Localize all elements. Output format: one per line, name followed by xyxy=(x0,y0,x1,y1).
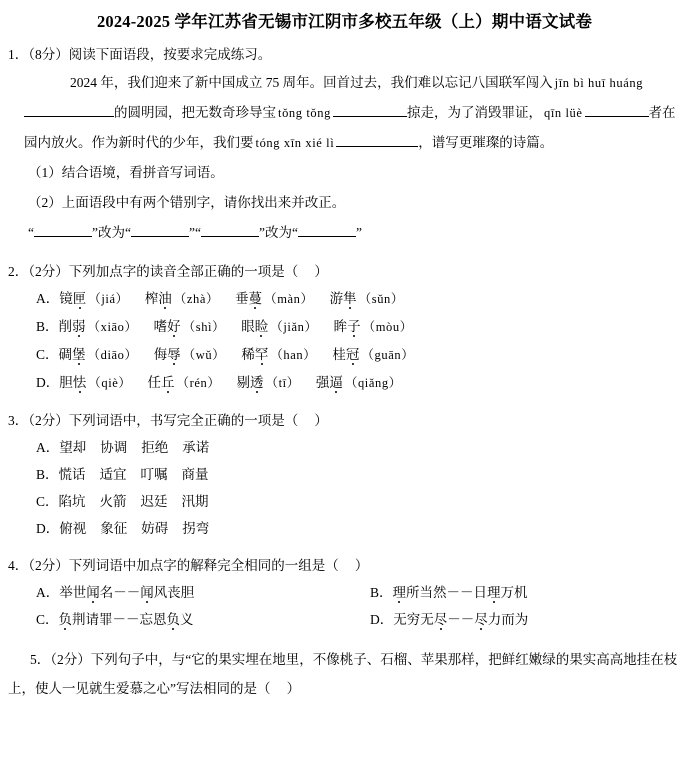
option-c-item-2-dotted: 辱 xyxy=(167,347,181,362)
paragraph-segment-1: 2024 年，我们迎来了新中国成立 75 周年。回首过去，我们难以忘记八国联军闯入 xyxy=(70,75,553,90)
q4-b-right-post: 万机 xyxy=(500,585,528,600)
option-a-item-3 xyxy=(235,285,316,313)
q4-c-left-post: 荆请罪 xyxy=(72,612,113,627)
question-1-sub-1 xyxy=(0,158,689,188)
pinyin-tongtong: tǒng tǒng xyxy=(278,106,331,120)
answer-blank-3[interactable] xyxy=(585,104,649,117)
option-d-item-2-dotted: 丘 xyxy=(161,375,175,390)
paragraph-segment-3: 掠走，为了消毁罪证， xyxy=(406,105,542,120)
q3-option-b-word-4: 商量 xyxy=(181,467,209,482)
option-a-item-3-pre: 垂 xyxy=(235,291,249,306)
option-a-item-1-pinyin: （jiá） xyxy=(88,292,129,306)
page-title: 2024-2025 学年江苏省无锡市江阴市多校五年级（上）期中语文试卷 xyxy=(96,12,593,31)
question-2-option-c[interactable] xyxy=(0,341,689,369)
pinyin-tongxinxieli: tóng xīn xié lì xyxy=(255,136,335,150)
question-2-stem-text: 下列加点字的读音全部正确的一项是（ xyxy=(68,264,299,279)
option-d-item-1 xyxy=(59,369,133,397)
question-4-stem xyxy=(0,552,689,579)
q4-d-sep: －－ xyxy=(447,612,475,627)
option-c-item-2-pinyin: （wǔ） xyxy=(182,348,226,362)
q4-c-right-pre: 忘恩 xyxy=(139,612,167,627)
question-4-option-row-1 xyxy=(0,579,689,606)
correction-blank-2[interactable] xyxy=(131,224,189,237)
q3-option-c-word-1: 陷坑 xyxy=(58,494,86,509)
q4-c-right-dotted: 负 xyxy=(166,612,181,627)
q4-b-left-dotted: 理 xyxy=(392,585,407,600)
option-a-item-3-pinyin: （màn） xyxy=(264,292,314,306)
q4-c-left-dotted: 负 xyxy=(58,612,73,627)
q3-option-d-word-2: 象征 xyxy=(100,521,128,536)
q3-option-c-word-4: 汛期 xyxy=(181,494,209,509)
question-3-option-a[interactable] xyxy=(0,434,689,461)
q3-option-a-word-1: 望却 xyxy=(59,440,87,455)
option-c-item-3-pinyin: （han） xyxy=(270,348,317,362)
option-b-letter: B． xyxy=(36,319,59,334)
question-2 xyxy=(0,258,689,397)
option-a-item-1-dotted: 匣 xyxy=(72,291,87,306)
change-word-2: 改为 xyxy=(265,225,292,240)
q3-option-a-word-2: 协调 xyxy=(100,440,128,455)
question-4-option-a[interactable] xyxy=(36,579,336,606)
option-a-item-2-pinyin: （zhà） xyxy=(173,292,220,306)
q3-option-d-word-3: 妨碍 xyxy=(141,521,169,536)
correction-blank-4[interactable] xyxy=(298,224,356,237)
q3-option-c-word-3: 迟廷 xyxy=(140,494,168,509)
option-d-item-1-pinyin: （qiè） xyxy=(88,376,132,390)
quote-close-2: ” xyxy=(189,225,195,240)
option-b-item-1-pinyin: （xiāo） xyxy=(87,320,138,334)
q4-d-left-dotted: 尽 xyxy=(433,612,448,627)
option-a-item-4-pinyin: （sǔn） xyxy=(358,292,405,306)
q4-option-c-letter: C． xyxy=(36,612,59,627)
option-d-item-2-pinyin: （rén） xyxy=(176,376,221,390)
correction-blank-1[interactable] xyxy=(34,224,92,237)
question-3-score: （2分） xyxy=(28,413,69,428)
question-2-option-a[interactable] xyxy=(0,285,689,313)
q4-c-right-post: 义 xyxy=(180,612,194,627)
option-b-item-3-pinyin: （jiǎn） xyxy=(270,320,318,334)
option-d-item-2 xyxy=(148,369,223,397)
option-b-item-1 xyxy=(59,313,140,341)
correction-blank-3[interactable] xyxy=(201,224,259,237)
paragraph-segment-4: 者在园内放火。作为新时代的少年，我们要 xyxy=(24,105,676,150)
question-4-stem-tail: ） xyxy=(354,558,369,573)
question-4-stem-text: 下列词语中加点字的解释完全相同的一组是（ xyxy=(68,558,339,573)
quote-close-3: ” xyxy=(259,225,265,240)
q4-d-left-pre: 无穷无 xyxy=(393,612,434,627)
question-1-score: （8分） xyxy=(28,47,69,62)
q4-c-sep: －－ xyxy=(112,612,140,627)
question-3-option-b[interactable] xyxy=(0,461,689,488)
q3-option-d-word-1: 俯视 xyxy=(59,521,87,536)
option-c-item-2-pre: 侮 xyxy=(153,347,168,362)
pinyin-jinbihuihuang: jīn bì huī huáng xyxy=(554,76,644,90)
option-a-item-3-dotted: 蔓 xyxy=(248,291,263,306)
option-b-item-1-dotted: 弱 xyxy=(72,319,86,334)
quote-close-4: ” xyxy=(356,225,362,240)
option-b-item-2-dotted: 好 xyxy=(167,319,181,334)
option-a-item-4-pre: 游 xyxy=(329,291,344,306)
option-c-item-4 xyxy=(332,341,416,369)
option-c-item-1-pinyin: （diāo） xyxy=(87,348,138,362)
question-2-score: （2分） xyxy=(28,264,69,279)
option-c-letter: C． xyxy=(36,347,59,362)
question-5-text-line1: 下列句子中，与“它的果实埋在地里，不像桃子、石榴、苹果那样，把鲜红嫩绿的果实高 xyxy=(90,652,610,667)
option-c-item-3-dotted: 罕 xyxy=(254,347,269,362)
option-d-item-3-pinyin: （tī） xyxy=(265,376,300,390)
q3-option-b-word-2: 适宜 xyxy=(99,467,127,482)
q4-a-right-post: 风丧胆 xyxy=(153,585,195,600)
question-3-option-d[interactable] xyxy=(0,515,689,542)
q3-option-b-letter: B． xyxy=(36,467,59,482)
q3-option-a-letter: A． xyxy=(36,440,60,455)
question-4-option-b[interactable] xyxy=(336,579,670,606)
question-2-number: 2． xyxy=(8,264,29,279)
question-5-stem xyxy=(0,645,689,703)
q4-option-d-letter: D． xyxy=(370,612,394,627)
option-d-item-4-dotted: 逼 xyxy=(329,375,343,390)
option-b-item-3-pre: 眼 xyxy=(241,319,255,334)
quote-close-1: ” xyxy=(92,225,98,240)
option-c-item-2 xyxy=(154,341,228,369)
option-d-item-4-pinyin: （qiǎng） xyxy=(344,376,402,390)
option-c-item-3-pre: 稀 xyxy=(241,347,255,362)
sub-1-label: （1） xyxy=(28,165,62,180)
question-3-stem-tail: ） xyxy=(314,413,328,428)
q4-option-b-letter: B． xyxy=(370,585,393,600)
question-1-stem-text: 阅读下面语段，按要求完成练习。 xyxy=(68,47,272,62)
q4-d-right-post: 力而为 xyxy=(487,612,529,627)
option-d-item-3-pre: 剔 xyxy=(236,375,250,390)
q4-b-right-dotted: 理 xyxy=(487,585,501,600)
change-word-1: 改为 xyxy=(98,225,125,240)
question-5-answer-slot[interactable] xyxy=(271,681,287,696)
q3-option-b-word-3: 叮嘱 xyxy=(140,467,168,482)
quote-open-1: “ xyxy=(28,225,34,240)
option-c-item-3 xyxy=(241,341,318,369)
option-b-item-4-pre: 眸 xyxy=(333,319,348,334)
q4-b-left-post: 所当然 xyxy=(406,585,447,600)
question-2-stem-tail: ） xyxy=(314,264,328,279)
option-a-item-2-pre: 榨 xyxy=(144,291,159,306)
question-3-answer-slot[interactable] xyxy=(298,413,314,428)
question-3-number: 3． xyxy=(8,413,29,428)
option-b-item-4-dotted: 子 xyxy=(347,319,361,334)
paragraph-segment-2: 的圆明园，把无数奇珍导宝 xyxy=(114,105,276,120)
q3-option-d-letter: D． xyxy=(36,521,60,536)
q3-option-c-word-2: 火箭 xyxy=(99,494,127,509)
option-b-item-3-dotted: 睑 xyxy=(254,319,269,334)
q3-option-c-letter: C． xyxy=(36,494,59,509)
option-a-item-1-pre: 镜 xyxy=(59,291,73,306)
question-1 xyxy=(0,41,689,248)
option-c-item-1-pre: 碉 xyxy=(58,347,73,362)
option-a-item-4 xyxy=(330,285,406,313)
question-1-stem xyxy=(0,41,689,68)
q3-option-a-word-4: 承诺 xyxy=(182,440,210,455)
option-d-item-1-pre: 胆 xyxy=(59,375,73,390)
q4-b-right-pre: 日 xyxy=(473,585,488,600)
option-b-item-4 xyxy=(334,313,415,341)
sub-2-label: （2） xyxy=(28,195,62,210)
question-3-stem-text: 下列词语中，书写完全正确的一项是（ xyxy=(68,413,299,428)
question-1-paragraph xyxy=(0,68,689,158)
pinyin-qinlue: qīn lüè xyxy=(543,106,583,120)
q4-a-left-dotted: 闻 xyxy=(86,585,100,600)
question-2-option-d[interactable] xyxy=(0,369,689,397)
question-2-stem xyxy=(0,258,689,285)
question-4-option-row-2 xyxy=(0,606,689,633)
question-2-answer-slot[interactable] xyxy=(298,264,314,279)
q4-a-right-dotted: 闻 xyxy=(140,585,154,600)
option-b-item-4-pinyin: （mòu） xyxy=(362,320,413,334)
q3-option-d-word-4: 拐弯 xyxy=(182,521,210,536)
option-b-item-2 xyxy=(154,313,228,341)
option-c-item-4-pre: 桂 xyxy=(332,347,346,362)
option-a-item-2-dotted: 油 xyxy=(158,291,172,306)
q4-option-a-letter: A． xyxy=(36,585,60,600)
option-c-item-1 xyxy=(59,341,140,369)
question-5 xyxy=(0,645,689,703)
option-d-item-2-pre: 任 xyxy=(147,375,162,390)
option-a-item-4-dotted: 隼 xyxy=(343,291,357,306)
question-5-text-line2: 高地挂在枝上，使人一见就生爱慕之心”写法相同的是（ xyxy=(8,652,678,696)
question-1-sub-2 xyxy=(0,188,689,218)
paragraph-segment-5: ，谱写更璀璨的诗篇。 xyxy=(418,135,554,150)
sub-1-text: 结合语境，看拼音写词语。 xyxy=(61,165,224,180)
question-1-correction-line xyxy=(0,218,689,248)
option-b-item-2-pre: 嗜 xyxy=(153,319,168,334)
option-c-item-4-pinyin: （guān） xyxy=(361,348,415,362)
quote-open-2: “ xyxy=(125,225,131,240)
option-a-item-2 xyxy=(145,285,221,313)
answer-blank-2[interactable] xyxy=(333,104,407,117)
quote-open-3: “ xyxy=(195,225,201,240)
question-4-score: （2分） xyxy=(28,558,69,573)
question-5-score: （2分） xyxy=(50,652,91,667)
q4-d-right-dotted: 尽 xyxy=(474,612,488,627)
option-d-letter: D． xyxy=(36,375,60,390)
q4-a-left-pre: 举世 xyxy=(59,585,87,600)
option-b-item-2-pinyin: （shì） xyxy=(182,320,226,334)
question-4 xyxy=(0,552,689,633)
q4-a-sep: －－ xyxy=(113,585,141,600)
exam-paper-page xyxy=(0,11,689,783)
question-3 xyxy=(0,407,689,542)
option-b-item-1-pre: 削 xyxy=(58,319,73,334)
option-d-item-1-dotted: 怯 xyxy=(72,375,87,390)
quote-open-4: “ xyxy=(292,225,298,240)
option-a-item-1 xyxy=(59,285,131,313)
question-1-number: 1． xyxy=(8,47,29,62)
answer-blank-4[interactable] xyxy=(336,134,418,147)
option-b-item-3 xyxy=(241,313,319,341)
option-d-item-4-pre: 强 xyxy=(315,375,330,390)
question-4-number: 4． xyxy=(8,558,29,573)
q3-option-a-word-3: 拒绝 xyxy=(141,440,169,455)
option-a-letter: A． xyxy=(36,291,60,306)
answer-blank-1[interactable] xyxy=(24,104,114,117)
question-4-option-d[interactable] xyxy=(336,606,670,633)
option-d-item-4 xyxy=(316,369,404,397)
question-4-option-c[interactable] xyxy=(36,606,336,633)
option-c-item-1-dotted: 堡 xyxy=(72,347,86,362)
sub-2-text: 上面语段中有两个错别字，请你找出来并改正。 xyxy=(61,195,346,210)
q4-a-left-post: 名 xyxy=(99,585,114,600)
option-c-item-4-dotted: 冠 xyxy=(345,347,360,362)
question-5-text-tail: ） xyxy=(286,681,301,696)
q3-option-b-word-1: 慌话 xyxy=(58,467,86,482)
q4-b-sep: －－ xyxy=(446,585,474,600)
option-d-item-3-dotted: 透 xyxy=(250,375,264,390)
question-3-stem xyxy=(0,407,689,434)
question-5-number: 5． xyxy=(30,652,51,667)
question-4-answer-slot[interactable] xyxy=(339,558,355,573)
question-3-option-c[interactable] xyxy=(0,488,689,515)
option-d-item-3 xyxy=(237,369,302,397)
question-2-option-b[interactable] xyxy=(0,313,689,341)
